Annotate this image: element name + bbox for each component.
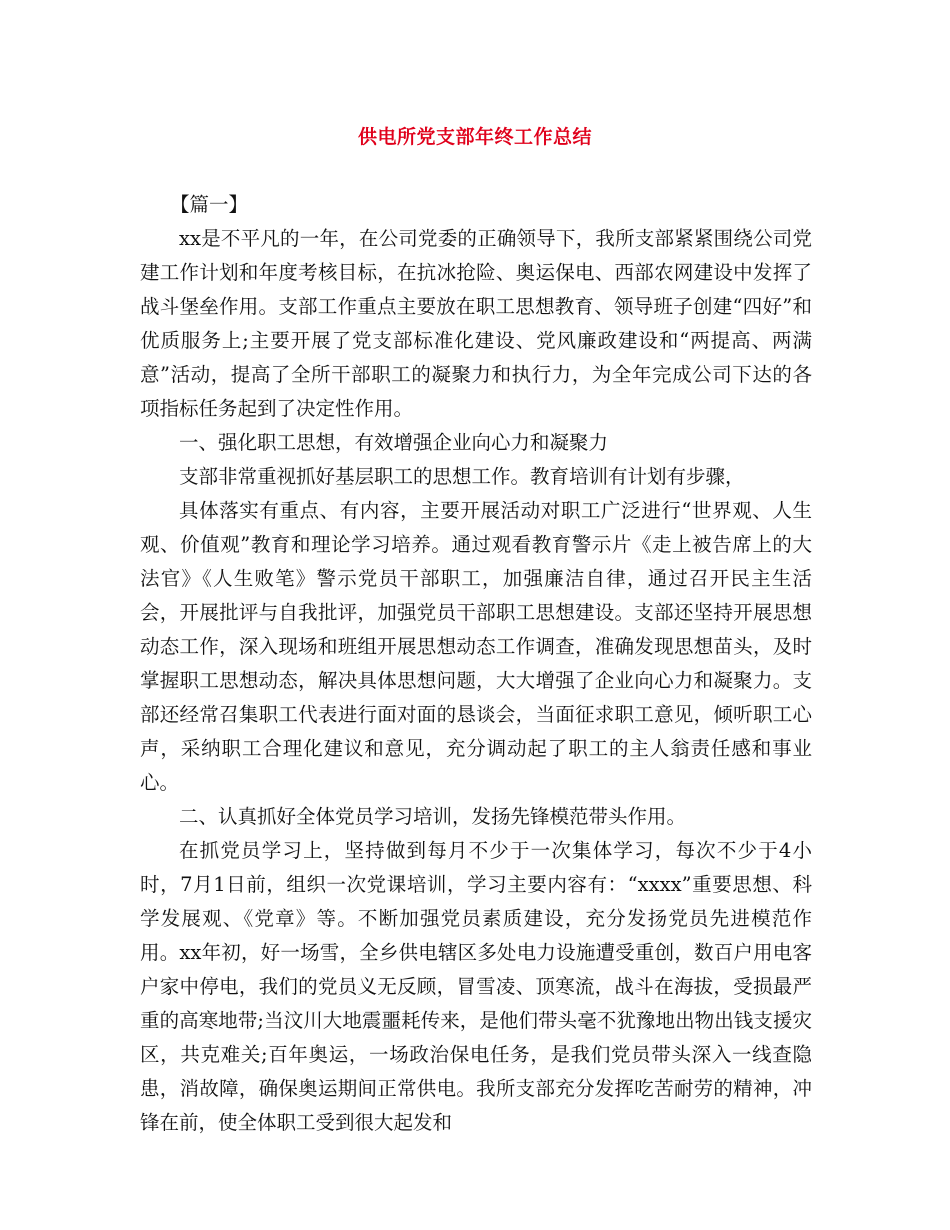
paragraph-intro: xx是不平凡的一年，在公司党委的正确领导下，我所支部紧紧围绕公司党建工作计划和年度考核目标，在抗冰抢险、奥运保电、西部农网建设中发挥了战斗堡垒作用。支部工作重点主要放在职工思想教育、领导班子创建“四好”和优质服务上;主要开展了党支部标准化建设、党风廉政建设和“两提高、两满意”活动，提高了全所干部职工的凝聚力和执行力，为全年完成公司下达的各项指标任务起到了决定性作用。: [140, 227, 812, 420]
section-tag: 【篇一】: [170, 193, 249, 216]
document-body: [140, 188, 812, 1140]
paragraph-section-1-b: 具体落实有重点、有内容，主要开展活动对职工广泛进行“世界观、人生观、价值观”教育和理论学习培养。通过观看教育警示片《走上被告席上的大法官》《人生败笔》警示党员干部职工，加强廉洁自律，通过召开民主生活会，开展批评与自我批评，加强党员干部职工思想建设。支部还坚持开展思想动态工作，深入现场和班组开展思想动态工作调查，准确发现思想苗头，及时掌握职工思想动态，解决具体思想问题，大大增强了企业向心力和凝聚力。支部还经常召集职工代表进行面对面的恳谈会，当面征求职工意见，倾听职工心声，采纳职工合理化建议和意见，充分调动起了职工的主人翁责任感和事业心。: [140, 499, 812, 794]
document-title: 供电所党支部年终工作总结: [357, 126, 592, 148]
heading-section-2: 二、认真抓好全体党员学习培训，发扬先锋模范带头作用。: [179, 805, 687, 828]
paragraph-section-1-a: 支部非常重视抓好基层职工的思想工作。教育培训有计划有步骤，: [179, 465, 745, 488]
paragraph-section-2: 在抓党员学习上，坚持做到每月不少于一次集体学习，每次不少于4小时，7月1日前，组织一次党课培训，学习主要内容有：“xxxx”重要思想、科学发展观、《党章》等。不断加强党员素质建设，充分发扬党员先进模范作用。xx年初，好一场雪，全乡供电辖区多处电力设施遭受重创，数百户用电客户家中停电，我们的党员义无反顾，冒雪凌、顶寒流，战斗在海拔，受损最严重的高寒地带;当汶川大地震噩耗传来，是他们带头毫不犹豫地出物出钱支援灾区，共克难关;百年奥运，一场政治保电任务，是我们党员带头深入一线查隐患，消故障，确保奥运期间正常供电。我所支部充分发挥吃苦耐劳的精神，冲锋在前，使全体职工受到很大起发和: [140, 839, 812, 1134]
heading-section-1: 一、强化职工思想，有效增强企业向心力和凝聚力: [179, 431, 609, 454]
